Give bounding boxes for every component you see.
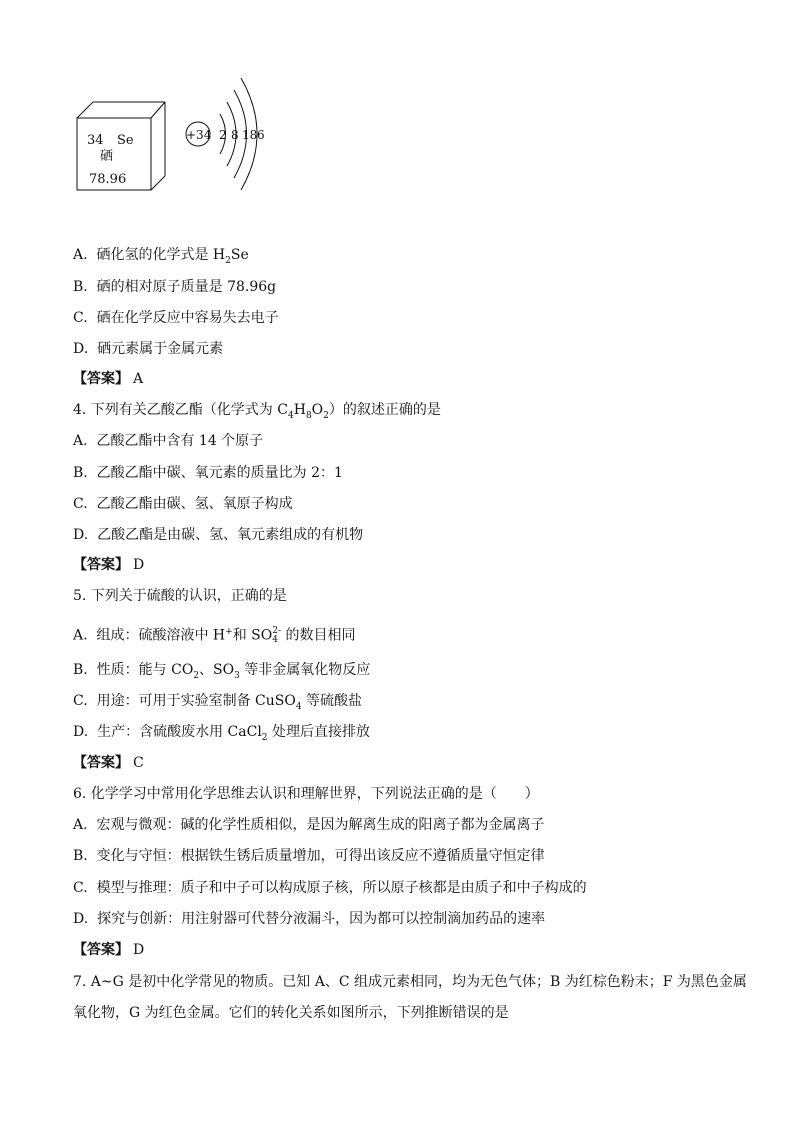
shell-4-electrons: 6 (257, 128, 265, 142)
option-letter: D. (73, 527, 89, 543)
q6-answer (73, 940, 144, 960)
option-letter: B. (73, 848, 88, 864)
option-letter: B. (73, 465, 88, 481)
answer-value: C (133, 755, 144, 771)
q5-option-b: B. 性质：能与 $CO_2$、$SO_3$ 等非金属氧化物反应 (73, 662, 371, 681)
atomic-mass: 78.96 (89, 172, 127, 187)
element-symbol: Se (117, 133, 134, 148)
q4-option-a (73, 431, 263, 451)
selenium-diagram (73, 70, 283, 200)
option-text: 硒的相对原子质量是 78.96g (96, 279, 277, 295)
option-letter: B. (73, 279, 88, 295)
subscript: 2 (225, 255, 231, 266)
shell-3-electrons: 18 (242, 128, 258, 142)
option-letter: D. (73, 341, 89, 357)
option-text: 乙酸乙酯由碳、氢、氧原子构成 (96, 496, 293, 512)
answer-label: 【答案】 (73, 755, 129, 771)
q4-stem: 4. 下列有关乙酸乙酯（化学式为 $C_4H_8O_2$）的叙述正确的是 (73, 402, 441, 421)
answer-label: 【答案】 (73, 557, 129, 573)
option-text: 宏观与微观：碱的化学性质相似，是因为解离生成的阳离子都为金属离子 (96, 817, 545, 833)
q6-stem: 6. 化学学习中常用化学思维去认识和理解世界，下列说法正确的是（ ） (73, 786, 539, 802)
option-text: 模型与推理：质子和中子可以构成原子核，所以原子核都是由质子和中子构成的 (96, 880, 587, 896)
q3-option-a (73, 245, 249, 271)
q7-stem-line-1: 7. A~G 是初中化学常见的物质。已知 A、C 组成元素相同，均为无色气体；B 为红棕色粉末；F 为黑色金属 (73, 974, 747, 990)
option-letter: C. (73, 496, 88, 512)
q4-answer (73, 555, 144, 575)
q6-option-a (73, 815, 544, 835)
q3-option-b (73, 277, 276, 297)
option-text: 变化与守恒：根据铁生锈后质量增加，可得出该反应不遵循质量守恒定律 (96, 848, 545, 864)
q6-option-b (73, 846, 545, 866)
option-text: 乙酸乙酯中碳、氧元素的质量比为 2：1 (96, 465, 343, 481)
shell-2-electrons: 8 (231, 128, 239, 142)
answer-value: A (133, 371, 144, 387)
q4-option-d (73, 525, 363, 545)
q5-answer (73, 753, 144, 773)
answer-value: D (133, 557, 145, 573)
q4-option-c (73, 494, 293, 514)
q5-option-d: D. 生产：含硫酸废水用 CaCl$_2$ 处理后直接排放 (73, 724, 370, 743)
q3-option-c (73, 308, 279, 328)
option-letter: D. (73, 724, 89, 740)
q5-option-a: A. 组成：硫酸溶液中 H+和 SO 2- 4 的数目相同 (73, 625, 356, 645)
shell-1-electrons: 2 (219, 128, 227, 142)
option-letter: C. (73, 310, 88, 326)
answer-label: 【答案】 (73, 371, 129, 387)
option-letter: C. (73, 693, 88, 709)
q3-option-d (73, 339, 223, 359)
nucleus-charge: +34 (186, 128, 212, 142)
q6-option-d (73, 909, 545, 929)
option-text: 硒在化学反应中容易失去电子 (96, 310, 279, 326)
option-text: 硒化氢的化学式是 H (96, 247, 226, 263)
selenium-figure (73, 70, 283, 200)
q4-option-b (73, 463, 343, 483)
option-text-tail: Se (230, 247, 249, 263)
option-letter: A. (73, 433, 88, 449)
q5-stem: 5. 下列关于硫酸的认识，正确的是 (73, 588, 287, 604)
option-letter: D. (73, 911, 89, 927)
option-text: 探究与创新：用注射器可代替分液漏斗，因为都可以控制滴加药品的速率 (97, 911, 546, 927)
option-text: 乙酸乙酯是由碳、氢、氧元素组成的有机物 (97, 527, 364, 543)
option-letter: B. (73, 662, 88, 678)
option-letter: A. (73, 817, 88, 833)
option-letter: A. (73, 627, 88, 644)
option-text: 硒元素属于金属元素 (97, 341, 224, 357)
q3-answer (73, 369, 143, 389)
q7-stem-line-2: 氧化物，G 为红色金属。它们的转化关系如图所示，下列推断错误的是 (73, 1005, 509, 1021)
q5-option-c: C. 用途：可用于实验室制备 CuSO$_4$ 等硫酸盐 (73, 693, 363, 712)
atomic-number: 34 (87, 133, 104, 148)
q6-option-c (73, 878, 587, 898)
option-letter: C. (73, 880, 88, 896)
element-name: 硒 (100, 149, 114, 164)
answer-label: 【答案】 (73, 942, 129, 958)
option-letter: A. (73, 247, 88, 263)
answer-value: D (133, 942, 145, 958)
option-text: 乙酸乙酯中含有 14 个原子 (96, 433, 264, 449)
